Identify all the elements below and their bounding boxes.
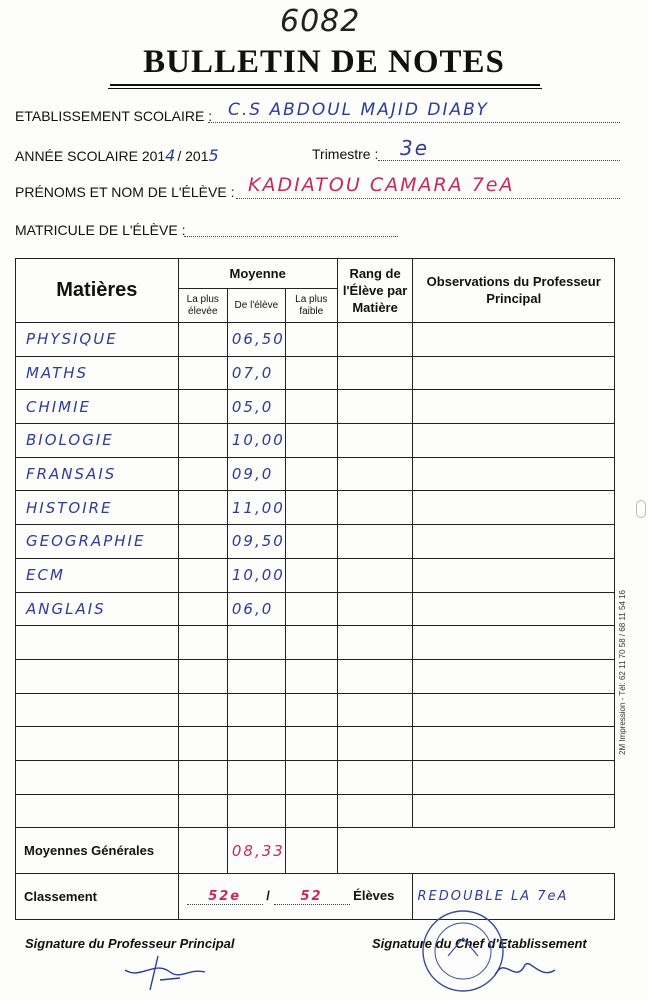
plus-elevee-cell[interactable] xyxy=(178,323,227,357)
annee-value-a[interactable]: 4 xyxy=(165,146,178,165)
annee-row xyxy=(15,146,221,165)
subject-cell[interactable]: BIOLOGIE xyxy=(16,424,179,458)
rang-cell[interactable] xyxy=(337,794,413,828)
plus-faible-cell[interactable] xyxy=(285,558,337,592)
table-row xyxy=(16,659,615,693)
rang-cell[interactable] xyxy=(337,693,413,727)
document-number: 6082 xyxy=(280,4,361,39)
grade-cell[interactable]: 05,0 xyxy=(227,390,285,424)
observation-cell[interactable] xyxy=(413,558,615,592)
rang-cell[interactable] xyxy=(337,424,413,458)
rang-cell[interactable] xyxy=(337,525,413,559)
plus-elevee-cell[interactable] xyxy=(178,525,227,559)
subject-cell[interactable] xyxy=(16,626,179,660)
table-row xyxy=(16,491,615,525)
grades-table xyxy=(15,258,615,920)
page-title: BULLETIN DE NOTES xyxy=(143,44,505,80)
observation-cell[interactable] xyxy=(413,794,615,828)
classement-cell xyxy=(178,874,413,920)
plus-faible-cell[interactable] xyxy=(285,390,337,424)
observation-cell[interactable] xyxy=(413,323,615,357)
scan-artifact xyxy=(636,500,646,518)
table-row xyxy=(16,693,615,727)
table-row xyxy=(16,525,615,559)
grade-cell[interactable]: 07,0 xyxy=(227,356,285,390)
signature-prof-label: Signature du Professeur Principal xyxy=(25,936,235,951)
matricule-dots xyxy=(184,236,398,237)
eleve-dots xyxy=(236,198,620,199)
observation-cell[interactable] xyxy=(413,390,615,424)
rang-cell[interactable] xyxy=(337,626,413,660)
plus-faible-cell[interactable] xyxy=(285,659,337,693)
observation-cell[interactable] xyxy=(413,424,615,458)
rang-cell[interactable] xyxy=(337,390,413,424)
plus-faible-cell[interactable] xyxy=(285,356,337,390)
table-row xyxy=(16,626,615,660)
subject-cell[interactable] xyxy=(16,794,179,828)
plus-elevee-cell[interactable] xyxy=(178,794,227,828)
subject-cell[interactable] xyxy=(16,727,179,761)
eleve-row xyxy=(15,184,234,200)
header-observations: Observations du Professeur Principal xyxy=(413,259,615,323)
subject-cell[interactable] xyxy=(16,760,179,794)
subject-cell[interactable]: ANGLAIS xyxy=(16,592,179,626)
classement-label: Classement xyxy=(16,874,179,920)
plus-elevee-cell[interactable] xyxy=(178,491,227,525)
observation-cell[interactable] xyxy=(413,626,615,660)
plus-elevee-cell[interactable] xyxy=(178,727,227,761)
subject-cell[interactable]: FRANSAIS xyxy=(16,457,179,491)
rang-cell[interactable] xyxy=(337,659,413,693)
observation-cell[interactable] xyxy=(413,491,615,525)
grade-cell[interactable]: 09,0 xyxy=(227,457,285,491)
moyennes-label: Moyennes Générales xyxy=(16,828,179,874)
plus-elevee-cell[interactable] xyxy=(178,592,227,626)
observation-cell[interactable] xyxy=(413,356,615,390)
rang-cell[interactable] xyxy=(337,323,413,357)
chef-signature-scribble xyxy=(490,950,560,990)
rang-cell[interactable] xyxy=(337,356,413,390)
grade-cell[interactable] xyxy=(227,693,285,727)
etablissement-row xyxy=(15,108,212,124)
plus-elevee-cell[interactable] xyxy=(178,760,227,794)
observation-cell[interactable] xyxy=(413,525,615,559)
table-row xyxy=(16,356,615,390)
plus-faible-cell[interactable] xyxy=(285,323,337,357)
rang-cell[interactable] xyxy=(337,760,413,794)
classement-eleves: Élèves xyxy=(353,888,395,904)
subject-cell[interactable]: PHYSIQUE xyxy=(16,323,179,357)
plus-faible-cell[interactable] xyxy=(285,626,337,660)
table-row xyxy=(16,760,615,794)
etablissement-label: ETABLISSEMENT SCOLAIRE : xyxy=(15,108,213,124)
classement-total[interactable]: 52 xyxy=(274,889,350,905)
plus-elevee-cell[interactable] xyxy=(178,659,227,693)
header-de-eleve: De l'élève xyxy=(227,289,285,323)
observation-cell[interactable] xyxy=(413,592,615,626)
header-plus-elevee: La plus élevée xyxy=(178,289,227,323)
observation-cell[interactable] xyxy=(413,693,615,727)
plus-faible-cell[interactable] xyxy=(285,525,337,559)
grade-cell[interactable]: 09,50 xyxy=(227,525,285,559)
subject-cell[interactable]: ECM xyxy=(16,558,179,592)
prof-signature-scribble xyxy=(120,950,210,994)
rang-cell[interactable] xyxy=(337,491,413,525)
title-underline-thin xyxy=(108,88,542,89)
moyenne-plus-faible xyxy=(285,828,337,874)
plus-elevee-cell[interactable] xyxy=(178,424,227,458)
annee-label-b: / 201 xyxy=(177,148,209,164)
subject-cell[interactable] xyxy=(16,659,179,693)
table-row xyxy=(16,592,615,626)
moyenne-generale-value[interactable]: 08,33 xyxy=(227,828,285,874)
annee-value-b[interactable]: 5 xyxy=(208,146,221,165)
subject-cell[interactable]: MATHS xyxy=(16,356,179,390)
observation-cell[interactable] xyxy=(413,760,615,794)
trimestre-label: Trimestre : xyxy=(312,146,379,162)
plus-faible-cell[interactable] xyxy=(285,693,337,727)
eleve-label: PRÉNOMS ET NOM DE L'ÉLÈVE : xyxy=(15,184,235,200)
title-underline xyxy=(110,84,540,86)
trimestre-value[interactable]: 3e xyxy=(400,136,430,160)
printer-note: 2M Impression - Tél: 62 11 70 58 / 68 11 54 16 xyxy=(618,590,627,755)
etablissement-dots xyxy=(208,122,620,123)
etablissement-value[interactable]: C.S ABDOUL MAJID DIABY xyxy=(228,100,489,120)
plus-faible-cell[interactable] xyxy=(285,794,337,828)
table-row xyxy=(16,727,615,761)
plus-elevee-cell[interactable] xyxy=(178,457,227,491)
table-row xyxy=(16,323,615,357)
observation-cell[interactable] xyxy=(413,727,615,761)
observation-cell[interactable] xyxy=(413,457,615,491)
plus-elevee-cell[interactable] xyxy=(178,558,227,592)
header-moyenne: Moyenne xyxy=(178,259,337,289)
observation-cell[interactable] xyxy=(413,659,615,693)
rang-cell[interactable] xyxy=(337,457,413,491)
subject-cell[interactable]: CHIMIE xyxy=(16,390,179,424)
subject-cell[interactable]: GEOGRAPHIE xyxy=(16,525,179,559)
signature-chef-label: Signature du Chef d'Etablissement xyxy=(372,936,587,951)
grade-cell[interactable]: 11,00 xyxy=(227,491,285,525)
table-row xyxy=(16,457,615,491)
table-row xyxy=(16,424,615,458)
table-row xyxy=(16,794,615,828)
grade-cell[interactable] xyxy=(227,626,285,660)
grade-cell[interactable]: 10,00 xyxy=(227,558,285,592)
plus-faible-cell[interactable] xyxy=(285,727,337,761)
header-matieres: Matières xyxy=(16,259,179,323)
rang-cell[interactable] xyxy=(337,558,413,592)
grade-cell[interactable] xyxy=(227,760,285,794)
plus-faible-cell[interactable] xyxy=(285,457,337,491)
plus-faible-cell[interactable] xyxy=(285,424,337,458)
subject-cell[interactable] xyxy=(16,693,179,727)
plus-elevee-cell[interactable] xyxy=(178,693,227,727)
plus-faible-cell[interactable] xyxy=(285,592,337,626)
subject-cell[interactable]: HISTOIRE xyxy=(16,491,179,525)
matricule-row xyxy=(15,222,185,238)
table-row xyxy=(16,558,615,592)
plus-elevee-cell[interactable] xyxy=(178,626,227,660)
eleve-value[interactable]: KADIATOU CAMARA 7eA xyxy=(248,174,515,196)
grade-cell[interactable]: 06,0 xyxy=(227,592,285,626)
grade-cell[interactable] xyxy=(227,659,285,693)
grade-cell[interactable] xyxy=(227,727,285,761)
grade-cell[interactable] xyxy=(227,794,285,828)
rang-cell[interactable] xyxy=(337,727,413,761)
moyennes-empty xyxy=(337,828,614,874)
observation-note[interactable]: REDOUBLE LA 7eA xyxy=(413,874,615,920)
classement-rank[interactable]: 52e xyxy=(187,889,263,905)
header-rang: Rang de l'Élève par Matière xyxy=(337,259,413,323)
annee-label-a: ANNÉE SCOLAIRE 201 xyxy=(15,148,166,164)
header-plus-faible: La plus faible xyxy=(285,289,337,323)
plus-elevee-cell[interactable] xyxy=(178,356,227,390)
plus-elevee-cell[interactable] xyxy=(178,390,227,424)
rang-cell[interactable] xyxy=(337,592,413,626)
grade-cell[interactable]: 10,00 xyxy=(227,424,285,458)
classement-sep: / xyxy=(266,888,270,904)
grade-cell[interactable]: 06,50 xyxy=(227,323,285,357)
plus-faible-cell[interactable] xyxy=(285,491,337,525)
trimestre-dots xyxy=(378,160,620,161)
table-row xyxy=(16,390,615,424)
moyenne-plus-elevee xyxy=(178,828,227,874)
grade-rows xyxy=(16,323,615,828)
plus-faible-cell[interactable] xyxy=(285,760,337,794)
matricule-label: MATRICULE DE L'ÉLÈVE : xyxy=(15,222,186,238)
